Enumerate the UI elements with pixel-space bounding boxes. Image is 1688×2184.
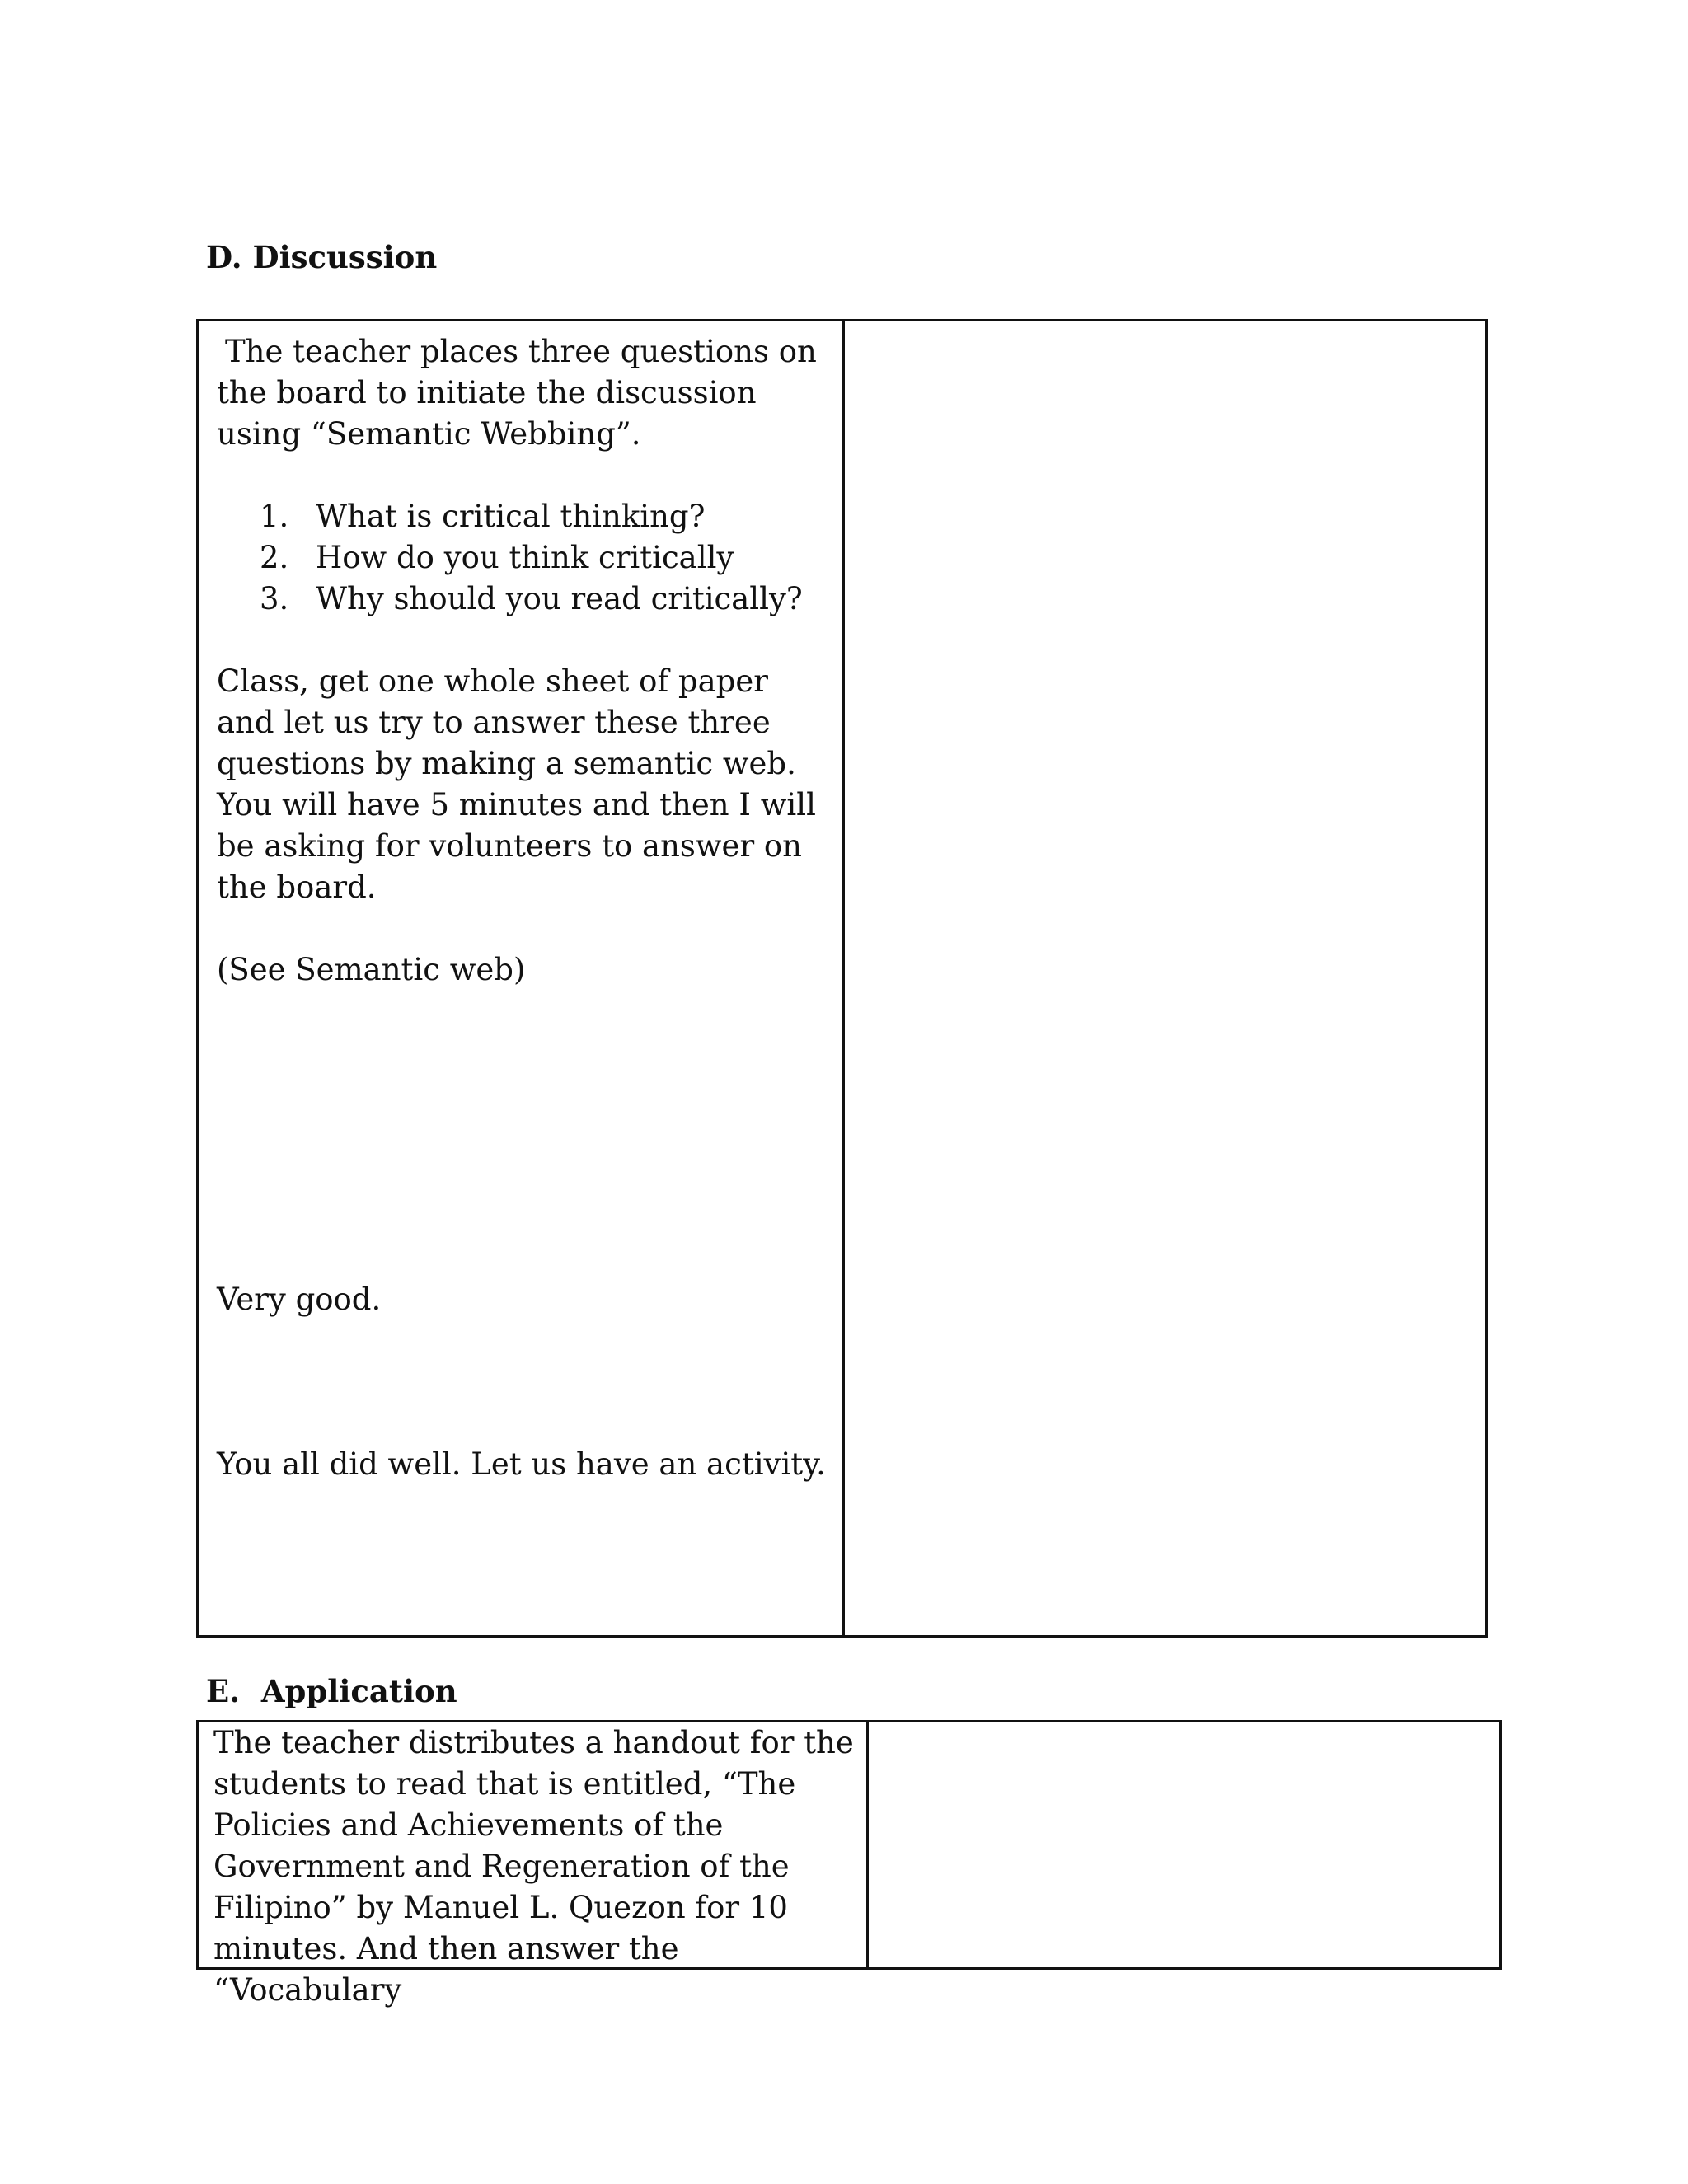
question-number: 2.	[260, 540, 289, 575]
student-activity-cell	[869, 1722, 1499, 1967]
question-number: 3.	[260, 581, 289, 616]
discussion-heading: D. Discussion	[206, 239, 438, 275]
question-text: Why should you read critically?	[316, 581, 803, 616]
question-text: How do you think critically	[316, 540, 734, 575]
very-good-remark: Very good.	[217, 1282, 382, 1317]
question-list	[217, 496, 834, 620]
question-item	[260, 537, 834, 579]
discussion-instruction: Class, get one whole sheet of paper and let us try to answer these three questions by making a semantic web. You will have 5 minutes and then I will be asking for volunteers to answer on the board.	[217, 663, 816, 905]
discussion-intro: The teacher places three questions on the board to initiate the discussion using “Semantic Webbing”.	[217, 334, 817, 452]
question-text: What is critical thinking?	[316, 499, 706, 534]
teacher-activity-cell	[199, 321, 845, 1635]
question-item	[260, 496, 834, 537]
application-text: The teacher distributes a handout for the students to read that is entitled, “The Policies and Achievements of the Government and Regeneration of the Filipino” by Manuel L. Quezon for 10 minutes. And then answer the “Vocabulary	[213, 1725, 854, 2008]
student-activity-cell	[845, 321, 1485, 1635]
question-number: 1.	[260, 499, 289, 534]
discussion-table	[196, 319, 1488, 1638]
application-heading: E. Application	[206, 1673, 457, 1709]
application-table	[196, 1720, 1502, 2008]
question-item	[260, 579, 834, 620]
teacher-activity-cell	[199, 1722, 869, 2008]
closing-remark: You all did well. Let us have an activity.	[217, 1446, 826, 1482]
see-semantic-web-note: (See Semantic web)	[217, 952, 526, 987]
